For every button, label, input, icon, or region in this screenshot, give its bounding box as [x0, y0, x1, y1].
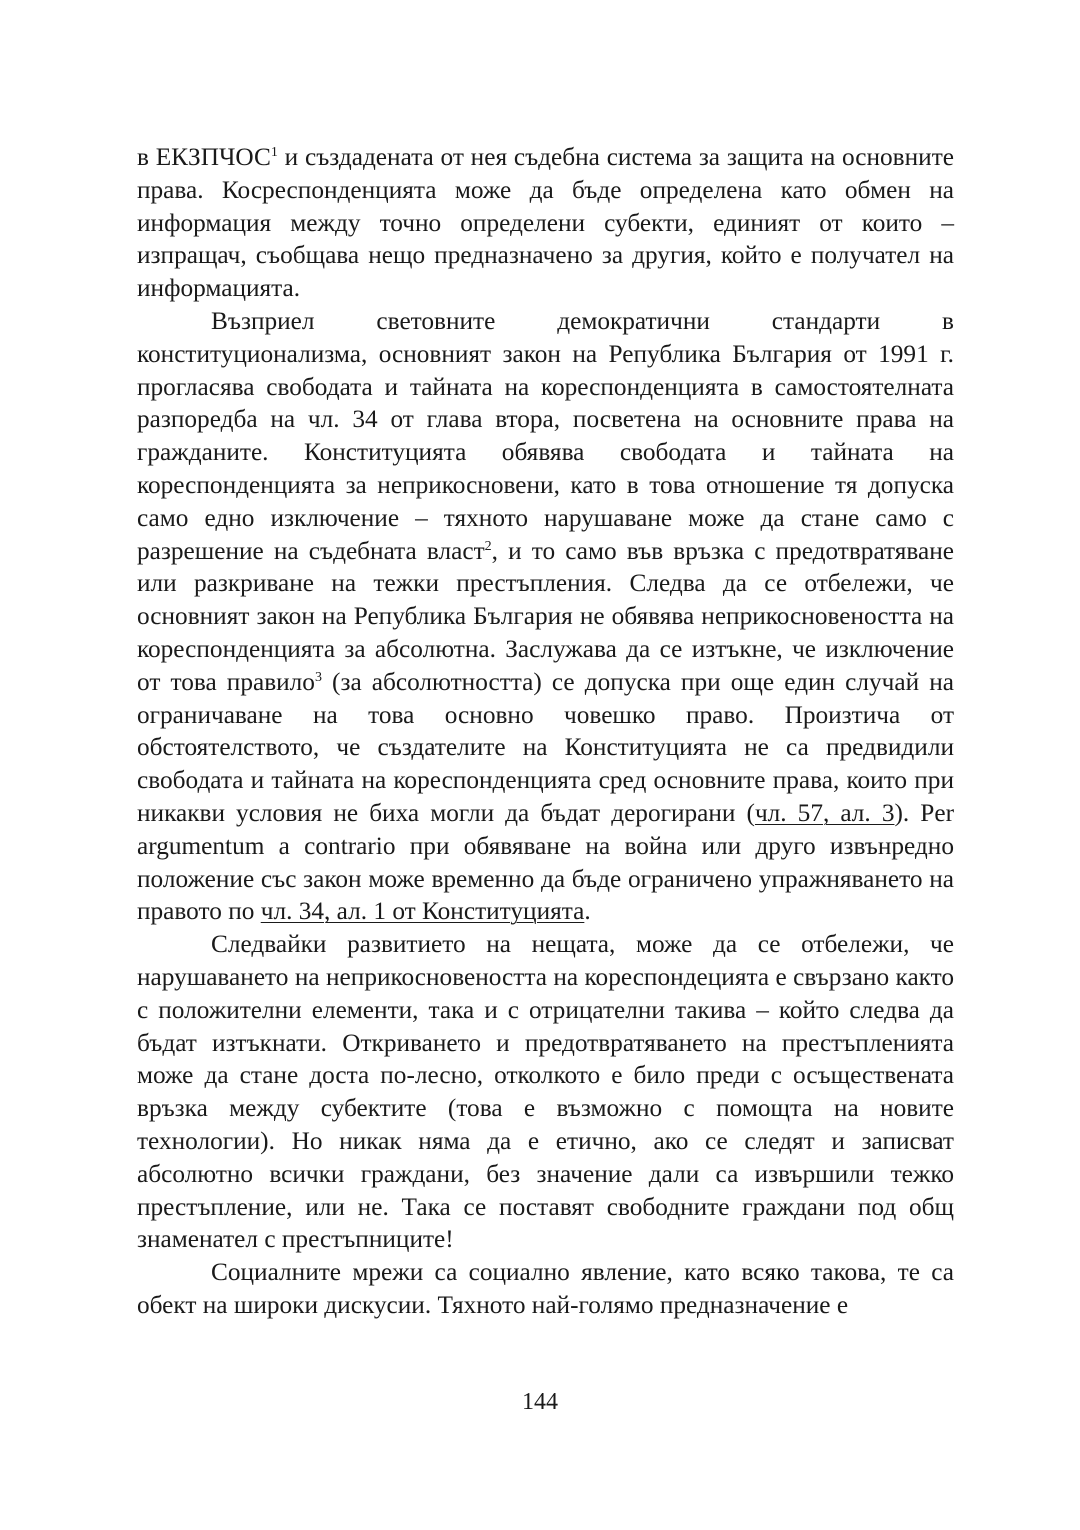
- text-segment: , и то само във връзка с предотвратяване или разкриване на тежки престъпления. Следва да се отбележи, че основният закон на Република България не обявява неприкосновеността на кореспонденцията за абсолютна. Заслужава да се изтъкне, че изключение от това правило: [137, 536, 954, 696]
- text-segment: Социалните мрежи са социално явление, като всяко такова, те са обект на широки дискусии. Тяхното най-голямо предназначение е: [137, 1258, 954, 1319]
- paragraph-3: [137, 928, 954, 1256]
- text-segment: Възприел световните демократични стандарти в конституционализма, основният закон на Република България от 1991 г. прогласява свободата и тайната на кореспонденцията в самостоятелната разпоредба на чл. 34 от глава втора, посветена на основните права на гражданите. Конституцията обявява свободата и тайната на кореспонденцията за неприкосновени, като в това отношение тя допуска само едно изключение – тяхното нарушаване може да стане само с разрешение на съдебната власт: [137, 306, 954, 565]
- paragraph-4: [137, 1256, 954, 1322]
- legal-reference-link-art-34[interactable]: чл. 34, ал. 1 от Конституцията: [260, 897, 585, 926]
- legal-reference-link-art-57[interactable]: чл. 57, ал. 3: [754, 798, 895, 827]
- text-segment: (за абсолютността) се допуска при още един случай на ограничаване на това основно човешко право. Произтича от обстоятелството, че създателите на Конституцията не са предвидили свободата и тайната на кореспонденцията сред основните права, които при никакви условия не биха могли да бъдат дерогирани (: [137, 667, 954, 827]
- paragraph-1: [137, 141, 954, 305]
- text-segment: Следвайки развитието на нещата, може да се отбележи, че нарушаването на неприкосновеността на кореспондецията е свързано както с положителни елементи, така и с отрицателни такива – който следва да бъдат изтъкнати. Откриването и предотвратяването на престъпленията може да стане доста по-лесно, отколкото е било преди с осъществената връзка между субектите (това е възможно с помощта на новите технологии). Но никак няма да е етично, ако се следят и записват абсолютно всички граждани, без значение дали са извършили тежко престъпление, или не. Така се поставят свободните граждани под общ знаменател с престъпниците!: [137, 930, 954, 1254]
- text-segment: ). Per argumentum a contrario при обявяване на война или друго извънредно положение със закон може временно да бъде ограничено упражняването на правото по: [137, 798, 954, 926]
- footnote-ref-2[interactable]: 2: [484, 538, 492, 554]
- text-segment: .: [584, 897, 591, 926]
- text-segment: и създадената от нея съдебна система за защита на основните права. Косреспонденцията може да бъде определена като обмен на информация между точно определени субекти, единият от които – изпращач, съобщава нещо предназначено за другия, който е получател на информацията.: [137, 143, 954, 303]
- page-body: [137, 141, 954, 1322]
- footnote-ref-3[interactable]: 3: [314, 669, 322, 685]
- page-number: 144: [522, 1389, 558, 1415]
- text-segment: в ЕКЗПЧОС: [137, 143, 271, 171]
- paragraph-2: [137, 305, 954, 928]
- footnote-ref-1[interactable]: 1: [270, 145, 278, 160]
